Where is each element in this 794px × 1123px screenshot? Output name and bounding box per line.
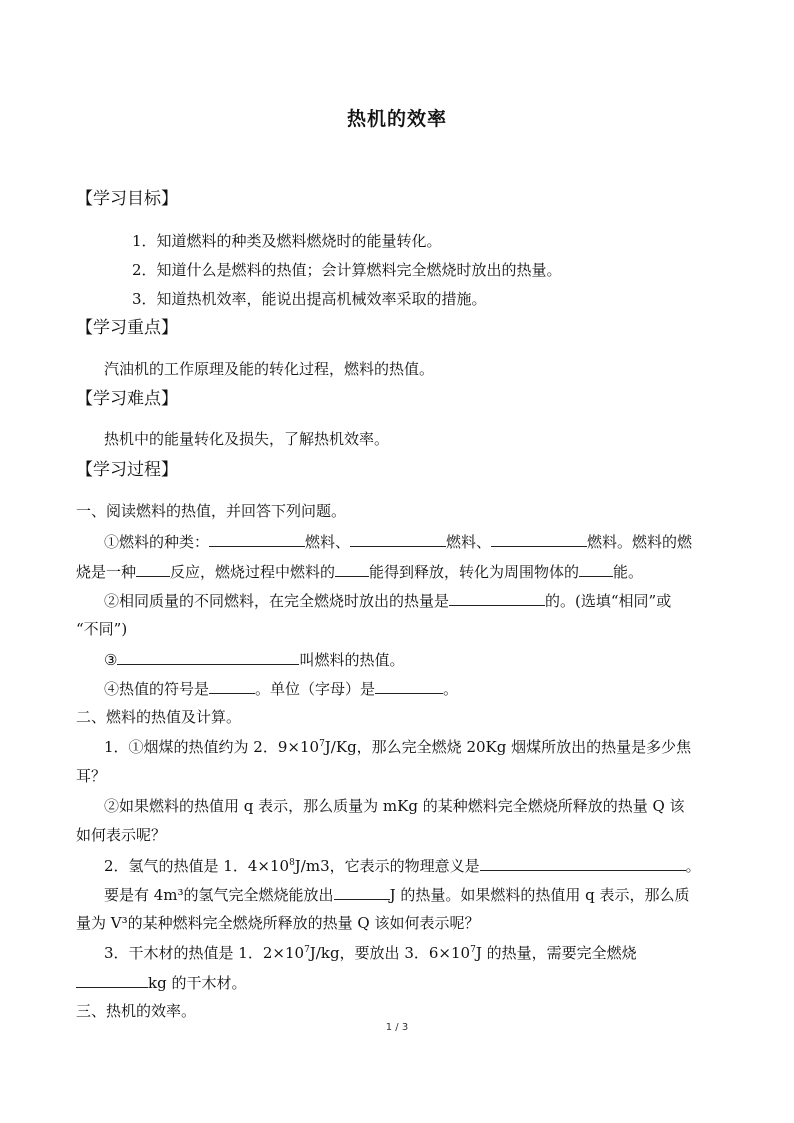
fill-blank[interactable]	[350, 531, 446, 547]
page-number: 1 / 3	[385, 1022, 409, 1033]
part2-p1-line2: 耳？	[76, 767, 107, 785]
part1-q3	[104, 649, 404, 670]
process-heading: 【学习过程】	[76, 460, 178, 480]
part1-q2-line2: “不同”)	[76, 620, 128, 638]
page-title: 热机的效率	[346, 108, 447, 130]
fill-blank[interactable]	[209, 678, 255, 694]
part2-p1-q2: ②如果燃料的热值用 q 表示，那么质量为 mKg 的某种燃料完全燃烧所释放的热量 Q 该	[104, 797, 685, 815]
part2-p3-line2	[76, 972, 246, 993]
fill-blank[interactable]	[334, 884, 390, 900]
fill-blank[interactable]	[449, 590, 545, 606]
fill-blank[interactable]	[76, 972, 148, 988]
key-points-text: 汽油机的工作原理及能的转化过程，燃料的热值。	[104, 360, 435, 378]
p2-line2-a: 要是有 4m³的氢气完全燃烧能放出	[104, 886, 334, 904]
part2-p1-line1	[104, 737, 691, 757]
objectives-heading: 【学习目标】	[76, 189, 178, 209]
q4-text-c: 。	[443, 680, 459, 698]
p3-text-a: 3．干木材的热值是 1．2×10	[104, 944, 305, 962]
q3-text-a: ③	[104, 651, 118, 669]
part2-title: 二、燃料的热值及计算。	[76, 708, 242, 726]
q2-text-a: ②相同质量的不同燃料，在完全燃烧时放出的热量是	[104, 592, 450, 610]
objective-item-1: 1．知道燃料的种类及燃料燃烧时的能量转化。	[132, 232, 442, 250]
p3-text-b: J/kg，要放出 3．6×10	[309, 944, 471, 962]
fill-blank[interactable]	[136, 561, 170, 577]
difficulties-heading: 【学习难点】	[76, 389, 178, 409]
fill-blank[interactable]	[480, 855, 686, 871]
fill-blank[interactable]	[209, 531, 305, 547]
part2-p3-line1	[104, 943, 637, 963]
fill-blank[interactable]	[491, 531, 587, 547]
q4-text-b: 。单位（字母）是	[255, 680, 376, 698]
part2-p2-line1	[104, 855, 701, 876]
p3-exponent-1: 7	[304, 945, 310, 955]
fill-blank[interactable]	[579, 561, 613, 577]
part1-q1-line2	[76, 561, 643, 582]
objective-item-2: 2．知道什么是燃料的热值；会计算燃料完全燃烧时放出的热量。	[132, 261, 562, 279]
part1-q1-line1	[104, 531, 692, 552]
q1-line2-b: 反应，燃烧过程中燃料的	[170, 563, 336, 581]
part1-q2-line1	[104, 590, 671, 611]
q2-text-b: 的。(选填“相同”或	[545, 592, 672, 610]
part2-p2-line2	[104, 884, 689, 905]
part1-title: 一、阅读燃料的热值，并回答下列问题。	[76, 502, 347, 520]
p3-line2-text: kg 的干木材。	[148, 974, 247, 992]
objective-item-3: 3．知道热机效率，能说出提高机械效率采取的措施。	[132, 290, 487, 308]
difficulties-text: 热机中的能量转化及损失，了解热机效率。	[104, 430, 390, 448]
q1-text-b: 燃料、	[305, 533, 351, 551]
p1-exponent: 7	[319, 739, 325, 749]
q3-text-b: 叫燃料的热值。	[299, 651, 405, 669]
key-points-heading: 【学习重点】	[76, 318, 178, 338]
p3-text-c: J 的热量，需要完全燃烧	[475, 944, 637, 962]
part2-p1-q2-line2: 如何表示呢？	[76, 826, 167, 844]
p1-text-b: J/Kg，那么完全燃烧 20Kg 烟煤所放出的热量是多少焦	[324, 738, 692, 756]
p1-text-a: 1．①烟煤的热值约为 2．9×10	[104, 738, 320, 756]
q1-line2-d: 能。	[613, 563, 644, 581]
p2-text-b: J/m3，它表示的物理意义是	[294, 857, 480, 875]
p3-exponent-2: 7	[470, 945, 476, 955]
fill-blank[interactable]	[335, 561, 369, 577]
fill-blank[interactable]	[117, 649, 299, 665]
q1-line2-c: 能得到释放，转化为周围物体的	[369, 563, 580, 581]
fill-blank[interactable]	[375, 678, 443, 694]
q4-text-a: ④热值的符号是	[104, 680, 210, 698]
p2-line2-b: J 的热量。如果燃料的热值用 q 表示，那么质	[389, 886, 690, 904]
part3-title: 三、热机的效率。	[76, 1002, 197, 1020]
q1-text-c: 燃料、	[446, 533, 492, 551]
part2-p2-line3: 量为 V³的某种燃料完全燃烧所释放的热量 Q 该如何表示呢？	[76, 914, 480, 932]
p2-text-c: 。	[685, 857, 701, 875]
q1-line2-a: 烧是一种	[76, 563, 137, 581]
p2-exponent: 8	[289, 858, 295, 868]
part1-q4	[104, 678, 458, 699]
p2-text-a: 2．氢气的热值是 1．4×10	[104, 857, 290, 875]
q1-text-a: ①燃料的种类：	[104, 533, 210, 551]
q1-text-d: 燃料。燃料的燃	[587, 533, 693, 551]
